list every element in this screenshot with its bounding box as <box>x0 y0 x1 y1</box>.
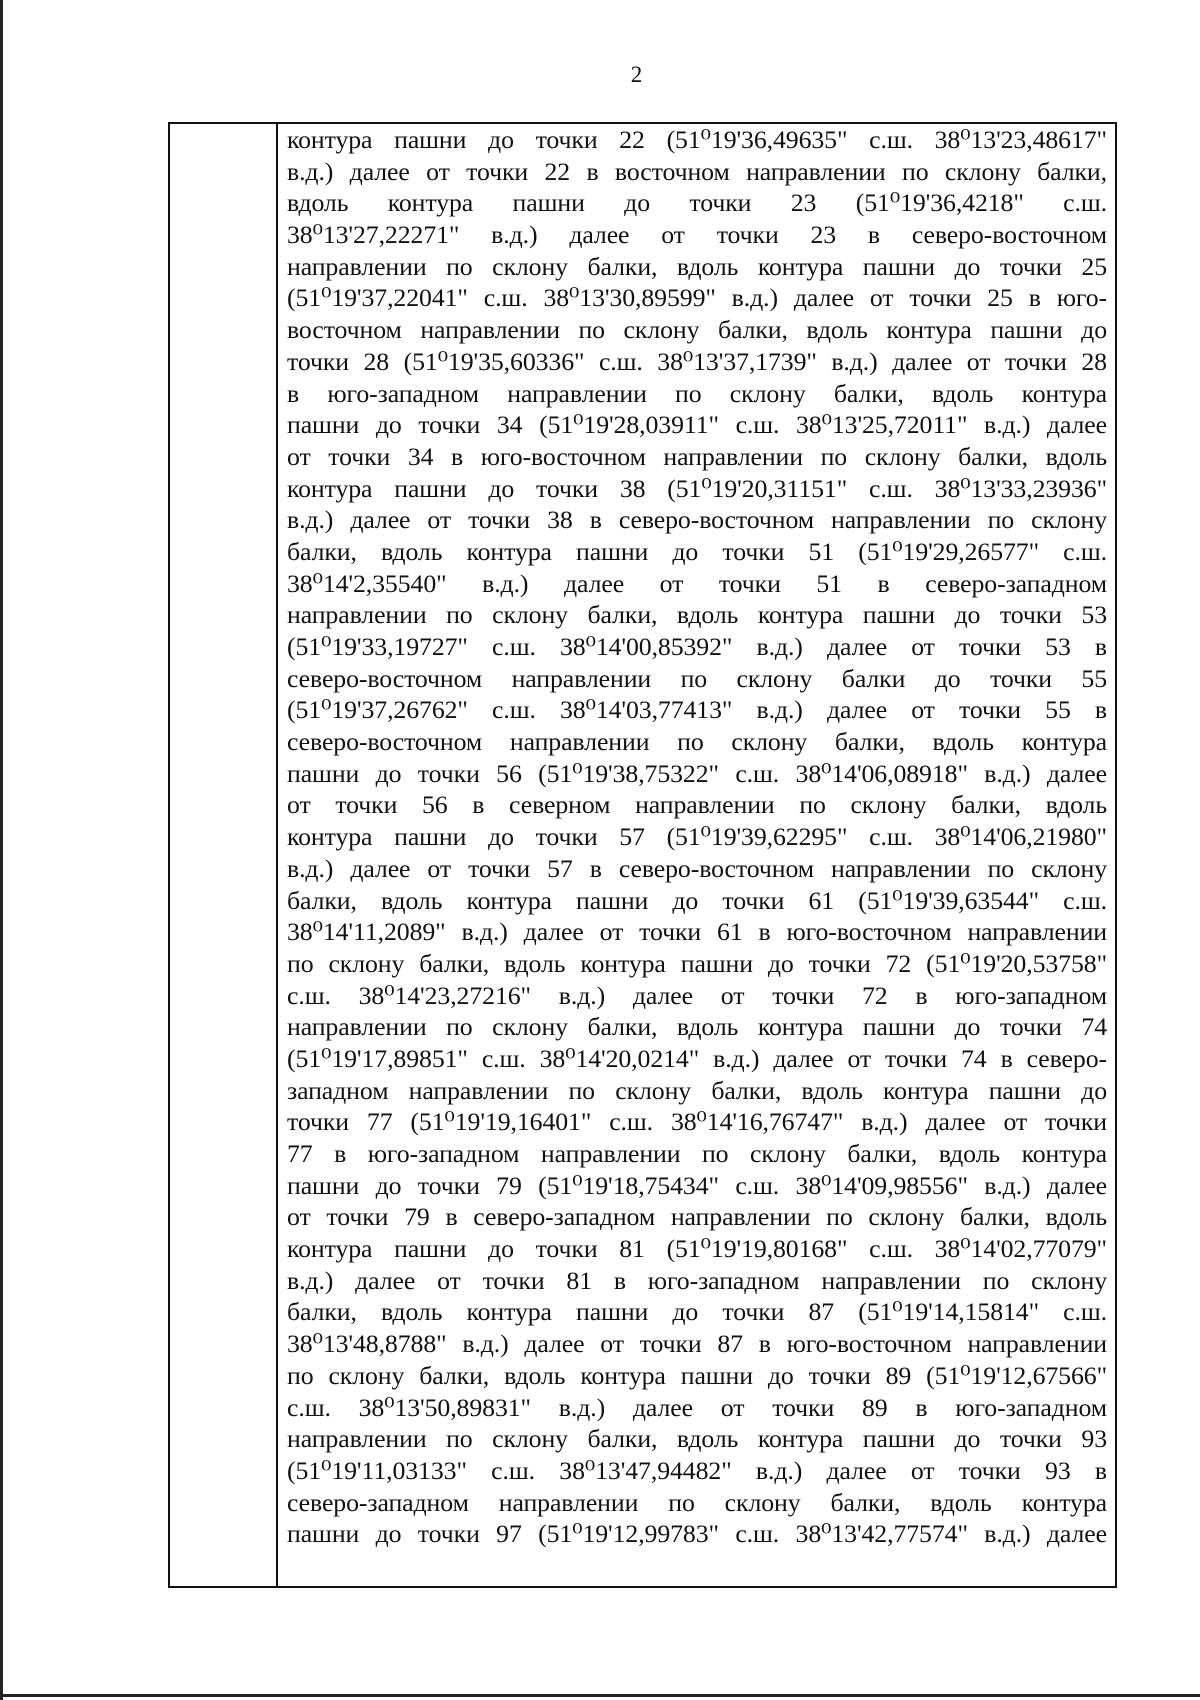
text-line: 38⁰13'48,8788" в.д.) далее от точки 87 в юго-восточном направлении <box>287 1329 1107 1359</box>
text-line: балки, вдоль контура пашни до точки 87 (51⁰19'14,15814" с.ш. <box>287 1297 1107 1327</box>
text-line: от точки 56 в северном направлении по склону балки, вдоль <box>287 790 1107 820</box>
text-line: (51⁰19'37,22041" с.ш. 38⁰13'30,89599" в.д.) далее от точки 25 в юго- <box>287 283 1107 313</box>
text-line: пашни до точки 79 (51⁰19'18,75434" с.ш. 38⁰14'09,98556" в.д.) далее <box>287 1170 1107 1200</box>
text-line: от точки 79 в северо-западном направлении по склону балки, вдоль <box>287 1202 1107 1232</box>
text-line: в.д.) далее от точки 57 в северо-восточном направлении по склону <box>287 853 1107 883</box>
text-line: северо-восточном направлении по склону балки до точки 55 <box>287 663 1107 693</box>
text-line: северо-восточном направлении по склону балки, вдоль контура <box>287 727 1107 757</box>
text-line: направлении по склону балки, вдоль контура пашни до точки 93 <box>287 1424 1107 1454</box>
text-line: точки 28 (51⁰19'35,60336" с.ш. 38⁰13'37,1739" в.д.) далее от точки 28 <box>287 346 1107 376</box>
text-line: по склону балки, вдоль контура пашни до точки 89 (51⁰19'12,67566" <box>287 1360 1107 1390</box>
scan-edge-left <box>0 0 3 1700</box>
text-line: пашни до точки 56 (51⁰19'38,75322" с.ш. 38⁰14'06,08918" в.д.) далее <box>287 758 1107 788</box>
text-line: балки, вдоль контура пашни до точки 51 (51⁰19'29,26577" с.ш. <box>287 536 1107 566</box>
text-line: направлении по склону балки, вдоль контура пашни до точки 53 <box>287 600 1107 630</box>
text-line: (51⁰19'17,89851" с.ш. 38⁰14'20,0214" в.д.) далее от точки 74 в северо- <box>287 1043 1107 1073</box>
text-line: (51⁰19'33,19727" с.ш. 38⁰14'00,85392" в.д.) далее от точки 53 в <box>287 632 1107 661</box>
text-line: 77 в юго-западном направлении по склону балки, вдоль контура <box>287 1139 1107 1168</box>
text-line: точки 77 (51⁰19'19,16401" с.ш. 38⁰14'16,76747" в.д.) далее от точки <box>287 1107 1107 1137</box>
text-line: балки, вдоль контура пашни до точки 61 (51⁰19'39,63544" с.ш. <box>287 885 1107 915</box>
text-line: с.ш. 38⁰14'23,27216" в.д.) далее от точки 72 в юго-западном <box>287 980 1107 1010</box>
text-line: пашни до точки 97 (51⁰19'12,99783" с.ш. 38⁰13'42,77574" в.д.) далее <box>287 1519 1107 1549</box>
page-number: 2 <box>630 62 643 87</box>
text-line: в.д.) далее от точки 81 в юго-западном направлении по склону <box>287 1265 1107 1295</box>
text-line: (51⁰19'37,26762" с.ш. 38⁰14'03,77413" в.д.) далее от точки 55 в <box>287 695 1107 725</box>
text-line: 38⁰13'27,22271" в.д.) далее от точки 23 в северо-восточном <box>287 220 1107 250</box>
text-line: от точки 34 в юго-восточном направлении по склону балки, вдоль <box>287 441 1107 471</box>
text-line: по склону балки, вдоль контура пашни до точки 72 (51⁰19'20,53758" <box>287 948 1107 978</box>
document-table <box>168 122 1117 1588</box>
text-line: восточном направлении по склону балки, вдоль контура пашни до <box>287 315 1107 345</box>
text-line: контура пашни до точки 57 (51⁰19'39,62295" с.ш. 38⁰14'06,21980" <box>287 822 1107 852</box>
table-text-column <box>278 124 1115 1586</box>
text-line: направлении по склону балки, вдоль контура пашни до точки 74 <box>287 1012 1107 1042</box>
text-line: в юго-западном направлении по склону балки, вдоль контура <box>287 378 1107 408</box>
text-line: контура пашни до точки 22 (51⁰19'36,49635" с.ш. 38⁰13'23,48617" <box>287 125 1107 154</box>
text-line: пашни до точки 34 (51⁰19'28,03911" с.ш. 38⁰13'25,72011" в.д.) далее <box>287 410 1107 440</box>
text-line: северо-западном направлении по склону балки, вдоль контура <box>287 1487 1107 1517</box>
text-line: (51⁰19'11,03133" с.ш. 38⁰13'47,94482" в.д.) далее от точки 93 в <box>287 1455 1107 1485</box>
text-line: направлении по склону балки, вдоль контура пашни до точки 25 <box>287 251 1107 281</box>
scan-edge-bottom <box>0 1694 1200 1697</box>
text-line: контура пашни до точки 38 (51⁰19'20,31151" с.ш. 38⁰13'33,23936" <box>287 473 1107 503</box>
text-line: вдоль контура пашни до точки 23 (51⁰19'36,4218" с.ш. <box>287 188 1107 218</box>
table-left-column <box>170 124 278 1586</box>
text-line: 38⁰14'2,35540" в.д.) далее от точки 51 в северо-западном <box>287 568 1107 598</box>
text-line: западном направлении по склону балки, вдоль контура пашни до <box>287 1075 1107 1105</box>
text-line: 38⁰14'11,2089" в.д.) далее от точки 61 в юго-восточном направлении <box>287 917 1107 947</box>
text-line: с.ш. 38⁰13'50,89831" в.д.) далее от точки 89 в юго-западном <box>287 1392 1107 1422</box>
text-line: контура пашни до точки 81 (51⁰19'19,80168" с.ш. 38⁰14'02,77079" <box>287 1234 1107 1264</box>
text-line: в.д.) далее от точки 22 в восточном направлении по склону балки, <box>287 156 1107 186</box>
text-line: в.д.) далее от точки 38 в северо-восточном направлении по склону <box>287 505 1107 535</box>
